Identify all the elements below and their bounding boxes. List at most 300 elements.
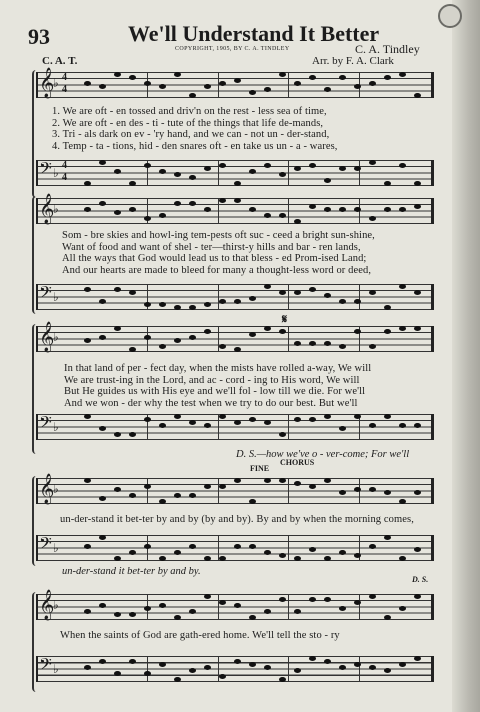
note-head	[294, 81, 301, 86]
treble-clef-icon: 𝄞	[39, 322, 55, 351]
note-head	[189, 93, 196, 98]
hymn-title: We'll Understand It Better	[128, 21, 380, 46]
note-head	[249, 417, 256, 422]
note-head	[114, 169, 121, 174]
note-head	[309, 484, 316, 489]
treble-staff	[36, 590, 434, 620]
note-head	[189, 544, 196, 549]
note-head	[384, 75, 391, 80]
note-head	[234, 78, 241, 83]
copyright-line: COPYRIGHT, 1905, BY C. A. TINDLEY	[175, 46, 290, 52]
note-head	[99, 201, 106, 206]
treble-staff	[36, 474, 434, 504]
flat-icon: ♭	[53, 662, 59, 676]
note-head	[354, 329, 361, 334]
bar-line	[288, 656, 289, 682]
note-head	[339, 207, 346, 212]
note-head	[174, 338, 181, 343]
bass-clef-icon: 𝄢	[39, 414, 52, 436]
note-head	[84, 181, 91, 186]
note-head	[204, 665, 211, 670]
note-head	[84, 414, 91, 419]
note-head	[324, 597, 331, 602]
note-head	[294, 290, 301, 295]
treble-staff	[36, 322, 434, 352]
note-head	[249, 207, 256, 212]
note-head	[279, 72, 286, 77]
treble-staff	[36, 194, 434, 224]
note-head	[99, 603, 106, 608]
hymn-number: 93	[28, 24, 50, 49]
note-head	[174, 677, 181, 682]
note-head	[339, 490, 346, 495]
chorus-under-lyric: un-der-stand it bet-ter by and by.	[62, 566, 201, 577]
note-head	[339, 665, 346, 670]
note-head	[129, 290, 136, 295]
author-credit: C. A. Tindley	[355, 42, 420, 56]
note-head	[309, 656, 316, 661]
note-head	[219, 414, 226, 419]
note-head	[384, 615, 391, 620]
note-head	[204, 423, 211, 428]
note-head	[309, 597, 316, 602]
note-head	[129, 75, 136, 80]
note-head	[264, 609, 271, 614]
note-head	[234, 181, 241, 186]
chorus-lyrics: When the saints of God are gath-ered home. We'll tell the sto - ry	[60, 630, 340, 641]
note-head	[279, 213, 286, 218]
note-head	[219, 344, 226, 349]
note-head	[354, 553, 361, 558]
bass-clef-icon: 𝄢	[39, 535, 52, 557]
note-head	[84, 478, 91, 483]
note-head	[99, 659, 106, 664]
note-head	[294, 556, 301, 561]
note-head	[159, 302, 166, 307]
note-head	[369, 487, 376, 492]
flat-icon: ♭	[53, 290, 59, 304]
note-head	[219, 163, 226, 168]
note-head	[309, 163, 316, 168]
ds-label: D. S.	[412, 575, 429, 584]
note-head	[204, 329, 211, 334]
bass-staff	[36, 414, 434, 440]
bar-line	[359, 594, 360, 620]
note-head	[309, 75, 316, 80]
note-head	[384, 329, 391, 334]
time-signature: 4 4	[62, 160, 67, 183]
flat-icon: ♭	[53, 76, 59, 90]
note-head	[204, 166, 211, 171]
note-head	[354, 299, 361, 304]
flat-icon: ♭	[53, 420, 59, 434]
note-head	[324, 178, 331, 183]
note-head	[414, 490, 421, 495]
note-head	[174, 550, 181, 555]
note-head	[114, 210, 121, 215]
note-head	[219, 556, 226, 561]
note-head	[129, 347, 136, 352]
bass-staff	[36, 160, 434, 186]
note-head	[414, 594, 421, 599]
note-head	[384, 181, 391, 186]
note-head	[354, 600, 361, 605]
note-head	[384, 668, 391, 673]
note-head	[294, 341, 301, 346]
note-head	[84, 609, 91, 614]
time-signature: 4 4	[62, 72, 67, 95]
note-head	[414, 423, 421, 428]
note-head	[174, 201, 181, 206]
note-head	[84, 287, 91, 292]
note-head	[249, 615, 256, 620]
note-head	[399, 606, 406, 611]
bar-line	[288, 535, 289, 561]
note-head	[399, 423, 406, 428]
treble-clef-icon: 𝄞	[39, 68, 55, 97]
note-head	[129, 432, 136, 437]
verse-lyrics: In that land of per - fect day, when the mists have rolled a-way, We will We are trust-ing in the Lord, and ac - cord - ing to His word, We will But He guides us with His eye and we'll fol - low till we die. For we'll And we won - der why the test when we try to do our best. But we'll	[64, 363, 372, 409]
note-head	[324, 87, 331, 92]
note-head	[399, 326, 406, 331]
note-head	[159, 344, 166, 349]
note-head	[339, 550, 346, 555]
note-head	[219, 600, 226, 605]
note-head	[309, 547, 316, 552]
note-head	[114, 671, 121, 676]
note-head	[354, 84, 361, 89]
note-head	[189, 420, 196, 425]
note-head	[264, 420, 271, 425]
note-head	[129, 207, 136, 212]
note-head	[174, 414, 181, 419]
flat-icon: ♭	[53, 166, 59, 180]
bar-line	[218, 284, 219, 310]
note-head	[324, 478, 331, 483]
note-head	[249, 90, 256, 95]
note-head	[144, 216, 151, 221]
note-head	[324, 659, 331, 664]
bar-line	[147, 656, 148, 682]
tune-name: C. A. T.	[42, 55, 78, 67]
page-corner-badge	[438, 4, 462, 28]
note-head	[294, 417, 301, 422]
note-head	[414, 326, 421, 331]
note-head	[84, 207, 91, 212]
note-head	[129, 493, 136, 498]
note-head	[339, 344, 346, 349]
note-head	[294, 219, 301, 224]
note-head	[279, 172, 286, 177]
note-head	[264, 665, 271, 670]
note-head	[189, 335, 196, 340]
bar-line	[218, 594, 219, 620]
note-head	[144, 606, 151, 611]
flat-icon: ♭	[53, 541, 59, 555]
note-head	[219, 198, 226, 203]
note-head	[399, 499, 406, 504]
note-head	[324, 414, 331, 419]
note-head	[309, 417, 316, 422]
note-head	[99, 160, 106, 165]
note-head	[279, 677, 286, 682]
note-head	[384, 305, 391, 310]
note-head	[399, 662, 406, 667]
note-head	[324, 293, 331, 298]
note-head	[369, 544, 376, 549]
note-head	[144, 484, 151, 489]
note-head	[99, 335, 106, 340]
note-head	[144, 302, 151, 307]
note-head	[249, 499, 256, 504]
note-head	[114, 72, 121, 77]
note-head	[189, 175, 196, 180]
note-head	[294, 166, 301, 171]
note-head	[369, 290, 376, 295]
note-head	[144, 544, 151, 549]
note-head	[189, 305, 196, 310]
note-head	[159, 603, 166, 608]
note-head	[414, 547, 421, 552]
note-head	[414, 93, 421, 98]
note-head	[279, 290, 286, 295]
note-head	[234, 603, 241, 608]
note-head	[174, 172, 181, 177]
bar-line	[218, 72, 219, 98]
note-head	[99, 426, 106, 431]
note-head	[399, 284, 406, 289]
note-head	[354, 166, 361, 171]
note-head	[354, 662, 361, 667]
bar-line	[288, 594, 289, 620]
treble-clef-icon: 𝄞	[39, 194, 55, 223]
bar-line	[218, 478, 219, 504]
note-head	[219, 299, 226, 304]
note-head	[384, 490, 391, 495]
arranger-credit: Arr. by F. A. Clark	[312, 55, 394, 67]
note-head	[324, 341, 331, 346]
note-head	[399, 556, 406, 561]
bass-clef-icon: 𝄢	[39, 284, 52, 306]
note-head	[129, 659, 136, 664]
note-head	[414, 204, 421, 209]
bar-line	[288, 198, 289, 224]
note-head	[159, 423, 166, 428]
note-head	[354, 207, 361, 212]
treble-clef-icon: 𝄞	[39, 590, 55, 619]
note-head	[369, 423, 376, 428]
note-head	[279, 478, 286, 483]
note-head	[99, 496, 106, 501]
note-head	[114, 287, 121, 292]
note-head	[174, 72, 181, 77]
note-head	[339, 299, 346, 304]
note-head	[414, 290, 421, 295]
note-head	[399, 72, 406, 77]
book-spine	[452, 0, 480, 712]
note-head	[234, 198, 241, 203]
note-head	[369, 81, 376, 86]
note-head	[234, 420, 241, 425]
bar-line	[288, 326, 289, 352]
note-head	[339, 75, 346, 80]
note-head	[189, 668, 196, 673]
chorus-label: CHORUS	[280, 458, 315, 467]
note-head	[354, 414, 361, 419]
note-head	[84, 544, 91, 549]
bar-line	[359, 656, 360, 682]
note-head	[219, 484, 226, 489]
verse-lyrics: Som - bre skies and howl-ing tem-pests oft suc - ceed a bright sun-shine, Want of food and want of shel - ter—thirst-y hills and bar - ren lands, All the ways that God would lead us to that bless - ed Prom-ised Land; And our hearts are made to bleed for many a thought-less word or deed,	[62, 230, 375, 276]
note-head	[384, 207, 391, 212]
note-head	[309, 204, 316, 209]
note-head	[294, 609, 301, 614]
note-head	[159, 213, 166, 218]
note-head	[99, 299, 106, 304]
note-head	[339, 426, 346, 431]
note-head	[204, 594, 211, 599]
note-head	[204, 207, 211, 212]
note-head	[279, 553, 286, 558]
note-head	[264, 163, 271, 168]
bar-line	[218, 326, 219, 352]
note-head	[144, 81, 151, 86]
note-head	[384, 414, 391, 419]
note-head	[249, 662, 256, 667]
note-head	[144, 671, 151, 676]
note-head	[174, 305, 181, 310]
note-head	[204, 302, 211, 307]
note-head	[324, 556, 331, 561]
note-head	[144, 163, 151, 168]
note-head	[279, 597, 286, 602]
note-head	[129, 181, 136, 186]
flat-icon: ♭	[53, 598, 59, 612]
note-head	[174, 615, 181, 620]
note-head	[369, 216, 376, 221]
ds-lyric-line: D. S.—how we've o - ver-come; For we'll	[236, 449, 410, 460]
bar-line	[218, 656, 219, 682]
note-head	[384, 535, 391, 540]
note-head	[309, 341, 316, 346]
note-head	[234, 299, 241, 304]
note-head	[99, 535, 106, 540]
note-head	[399, 207, 406, 212]
note-head	[204, 84, 211, 89]
note-head	[84, 81, 91, 86]
note-head	[369, 594, 376, 599]
note-head	[324, 207, 331, 212]
note-head	[264, 284, 271, 289]
bar-line	[147, 478, 148, 504]
note-head	[159, 662, 166, 667]
note-head	[174, 493, 181, 498]
note-head	[369, 160, 376, 165]
note-head	[159, 499, 166, 504]
note-head	[114, 487, 121, 492]
note-head	[204, 556, 211, 561]
note-head	[234, 478, 241, 483]
note-head	[129, 612, 136, 617]
note-head	[309, 287, 316, 292]
note-head	[114, 612, 121, 617]
note-head	[219, 81, 226, 86]
note-head	[234, 659, 241, 664]
note-head	[414, 181, 421, 186]
note-head	[219, 674, 226, 679]
note-head	[264, 478, 271, 483]
note-head	[189, 493, 196, 498]
flat-icon: ♭	[53, 482, 59, 496]
segno-icon: 𝄋	[282, 312, 288, 326]
note-head	[159, 169, 166, 174]
note-head	[234, 544, 241, 549]
bar-line	[288, 284, 289, 310]
note-head	[114, 556, 121, 561]
note-head	[249, 296, 256, 301]
note-head	[264, 550, 271, 555]
note-head	[99, 84, 106, 89]
note-head	[204, 484, 211, 489]
note-head	[264, 326, 271, 331]
note-head	[159, 556, 166, 561]
note-head	[234, 347, 241, 352]
note-head	[369, 665, 376, 670]
bar-line	[359, 284, 360, 310]
bar-line	[288, 478, 289, 504]
note-head	[264, 87, 271, 92]
bass-staff	[36, 535, 434, 561]
note-head	[339, 166, 346, 171]
note-head	[339, 606, 346, 611]
note-head	[189, 609, 196, 614]
note-head	[189, 201, 196, 206]
note-head	[84, 338, 91, 343]
note-head	[249, 544, 256, 549]
bass-clef-icon: 𝄢	[39, 656, 52, 678]
note-head	[264, 213, 271, 218]
bass-staff	[36, 656, 434, 682]
note-head	[294, 481, 301, 486]
fine-label: FINE	[250, 464, 270, 473]
note-head	[279, 329, 286, 334]
note-head	[354, 487, 361, 492]
bass-staff	[36, 284, 434, 310]
note-head	[129, 550, 136, 555]
note-head	[294, 668, 301, 673]
note-head	[159, 84, 166, 89]
note-head	[369, 344, 376, 349]
note-head	[249, 169, 256, 174]
bar-line	[218, 414, 219, 440]
note-head	[249, 332, 256, 337]
bar-line	[288, 72, 289, 98]
bar-line	[288, 414, 289, 440]
chorus-lyrics: un-der-stand it bet-ter by and by (by and by). By and by when the morning comes,	[60, 514, 414, 525]
note-head	[84, 665, 91, 670]
note-head	[114, 432, 121, 437]
note-head	[414, 656, 421, 661]
note-head	[144, 335, 151, 340]
note-head	[399, 163, 406, 168]
verse-lyrics: 1. We are oft - en tossed and driv'n on the rest - less sea of time, 2. We are oft - en des - ti - tute of the things that life de-mands, 3. Tri - als dark on ev - 'ry hand, and we can - not un - der-stand, 4. Temp - ta - tions, hid - den snares oft - en take us un - a - wares,	[52, 106, 338, 152]
flat-icon: ♭	[53, 330, 59, 344]
treble-staff	[36, 68, 434, 98]
bar-line	[359, 160, 360, 186]
note-head	[144, 417, 151, 422]
flat-icon: ♭	[53, 202, 59, 216]
bar-line	[218, 198, 219, 224]
